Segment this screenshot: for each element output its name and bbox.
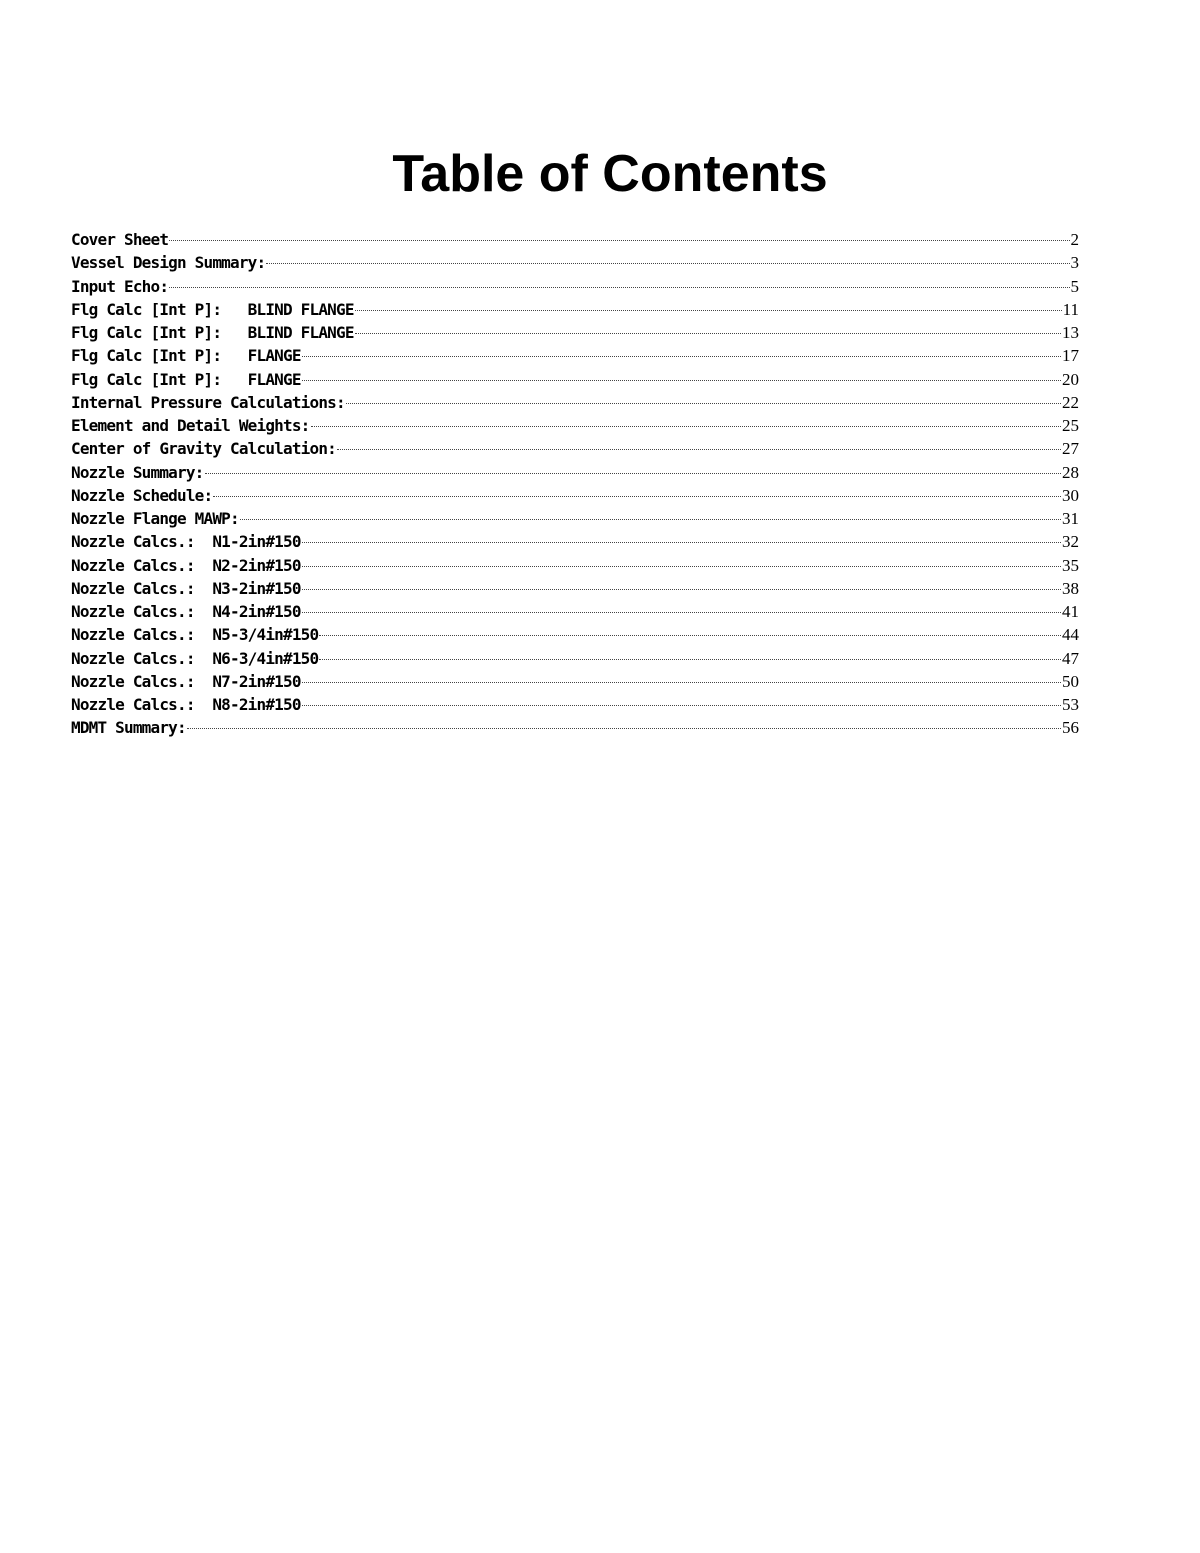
toc-entry[interactable] bbox=[71, 577, 1079, 600]
dot-leader bbox=[302, 705, 1061, 706]
toc-entry[interactable] bbox=[71, 716, 1079, 739]
toc-entry-label: Flg Calc [Int P]: BLIND FLANGE bbox=[71, 299, 354, 319]
dot-leader bbox=[319, 635, 1061, 636]
toc-entry[interactable] bbox=[71, 670, 1079, 693]
toc-entry-label: Nozzle Calcs.: N2-2in#150 bbox=[71, 555, 301, 575]
page-title: Table of Contents bbox=[392, 145, 828, 203]
toc-entry-label: Nozzle Flange MAWP: bbox=[71, 509, 239, 528]
toc-entry[interactable] bbox=[71, 461, 1079, 484]
toc-entry[interactable] bbox=[71, 693, 1079, 716]
toc-entry-page-number: 53 bbox=[1062, 695, 1079, 714]
toc-entry[interactable] bbox=[71, 368, 1079, 391]
toc-entry-page-number: 50 bbox=[1062, 671, 1079, 691]
toc-entry[interactable] bbox=[71, 228, 1079, 251]
toc-entry-label: Nozzle Summary: bbox=[71, 462, 204, 482]
toc-entry-page-number: 13 bbox=[1062, 323, 1079, 342]
toc-entry-label: Vessel Design Summary: bbox=[71, 253, 266, 273]
toc-entry-page-number: 27 bbox=[1062, 439, 1079, 459]
toc-entry-label: Nozzle Schedule: bbox=[71, 485, 213, 505]
dot-leader bbox=[205, 473, 1062, 474]
toc-entry[interactable] bbox=[71, 507, 1079, 530]
toc-entry-label: Flg Calc [Int P]: BLIND FLANGE bbox=[71, 323, 354, 342]
toc-entry[interactable] bbox=[71, 600, 1079, 623]
toc-entry-page-number: 35 bbox=[1062, 555, 1079, 575]
dot-leader bbox=[337, 449, 1061, 450]
toc-entry-page-number: 28 bbox=[1062, 462, 1079, 482]
toc-entry-label: Nozzle Calcs.: N5-3/4in#150 bbox=[71, 625, 319, 645]
toc-entry-label: Nozzle Calcs.: N7-2in#150 bbox=[71, 671, 301, 691]
toc-entry-page-number: 3 bbox=[1070, 253, 1079, 273]
toc-entry-page-number: 32 bbox=[1062, 532, 1079, 552]
toc-entry[interactable] bbox=[71, 275, 1079, 298]
toc-entry-label: MDMT Summary: bbox=[71, 718, 186, 738]
dot-leader bbox=[213, 496, 1061, 497]
toc-entry[interactable] bbox=[71, 484, 1079, 507]
toc-entry[interactable] bbox=[71, 251, 1079, 274]
toc-entry-label: Flg Calc [Int P]: FLANGE bbox=[71, 346, 301, 366]
dot-leader bbox=[169, 287, 1069, 288]
toc-list bbox=[71, 228, 1079, 740]
toc-entry-page-number: 17 bbox=[1062, 346, 1079, 366]
toc-entry-label: Nozzle Calcs.: N4-2in#150 bbox=[71, 602, 301, 621]
dot-leader bbox=[266, 263, 1069, 264]
dot-leader bbox=[302, 612, 1061, 613]
toc-entry[interactable] bbox=[71, 298, 1079, 321]
dot-leader bbox=[302, 380, 1061, 381]
toc-entry-page-number: 38 bbox=[1062, 578, 1079, 598]
toc-entry-label: Internal Pressure Calculations: bbox=[71, 392, 345, 412]
toc-entry-page-number: 22 bbox=[1062, 392, 1079, 412]
toc-entry-label: Nozzle Calcs.: N1-2in#150 bbox=[71, 532, 301, 552]
dot-leader bbox=[319, 659, 1061, 660]
toc-entry-label: Nozzle Calcs.: N8-2in#150 bbox=[71, 695, 301, 714]
toc-entry-label: Flg Calc [Int P]: FLANGE bbox=[71, 369, 301, 389]
dot-leader bbox=[355, 333, 1061, 334]
toc-entry-page-number: 2 bbox=[1070, 230, 1079, 249]
dot-leader bbox=[302, 356, 1061, 357]
toc-entry[interactable] bbox=[71, 554, 1079, 577]
toc-entry-page-number: 5 bbox=[1070, 276, 1079, 296]
dot-leader bbox=[187, 728, 1061, 729]
toc-entry[interactable] bbox=[71, 321, 1079, 344]
toc-entry[interactable] bbox=[71, 391, 1079, 414]
toc-entry[interactable] bbox=[71, 414, 1079, 437]
toc-entry-label: Cover Sheet bbox=[71, 230, 169, 249]
dot-leader bbox=[302, 682, 1061, 683]
toc-entry-page-number: 41 bbox=[1062, 602, 1079, 621]
toc-entry-page-number: 20 bbox=[1062, 369, 1079, 389]
toc-entry-page-number: 47 bbox=[1062, 648, 1079, 668]
dot-leader bbox=[169, 240, 1069, 241]
dot-leader bbox=[302, 566, 1061, 567]
toc-entry-label: Element and Detail Weights: bbox=[71, 416, 310, 435]
toc-entry-page-number: 56 bbox=[1062, 718, 1079, 738]
dot-leader bbox=[240, 519, 1061, 520]
toc-entry-page-number: 11 bbox=[1062, 299, 1079, 319]
toc-entry-page-number: 30 bbox=[1062, 485, 1079, 505]
dot-leader bbox=[311, 426, 1062, 427]
toc-entry[interactable] bbox=[71, 437, 1079, 460]
toc-entry-label: Center of Gravity Calculation: bbox=[71, 439, 336, 459]
toc-entry-label: Input Echo: bbox=[71, 276, 169, 296]
toc-entry-label: Nozzle Calcs.: N3-2in#150 bbox=[71, 578, 301, 598]
toc-entry-page-number: 25 bbox=[1062, 416, 1079, 435]
dot-leader bbox=[302, 542, 1061, 543]
toc-entry-label: Nozzle Calcs.: N6-3/4in#150 bbox=[71, 648, 319, 668]
toc-entry[interactable] bbox=[71, 623, 1079, 646]
dot-leader bbox=[302, 589, 1061, 590]
toc-entry[interactable] bbox=[71, 647, 1079, 670]
dot-leader bbox=[346, 403, 1061, 404]
dot-leader bbox=[355, 310, 1062, 311]
toc-entry[interactable] bbox=[71, 530, 1079, 553]
toc-entry-page-number: 31 bbox=[1062, 509, 1079, 528]
toc-entry-page-number: 44 bbox=[1062, 625, 1079, 645]
toc-entry[interactable] bbox=[71, 344, 1079, 367]
